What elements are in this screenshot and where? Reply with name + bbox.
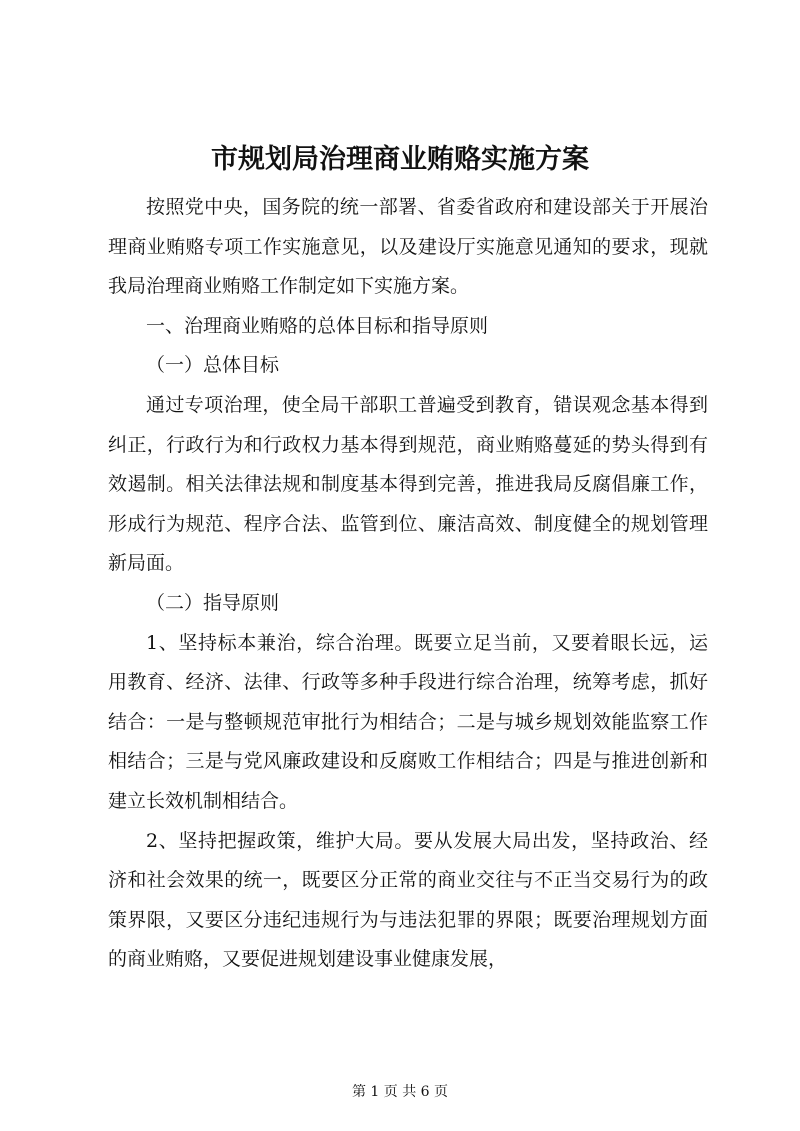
page-footer: 第 1 页 共 6 页 (351, 1084, 449, 1100)
document-title: 市规划局治理商业贿赂实施方案 (211, 144, 589, 175)
paragraph-intro: 按照党中央，国务院的统一部署、省委省政府和建设部关于开展治理商业贿赂专项工作实施意见，以及建设厅实施意见通知的要求，现就我局治理商业贿赂工作制定如下实施方案。 (108, 196, 708, 298)
heading-subsection-2: （二）指导原则 (146, 591, 280, 614)
heading-subsection-1: （一）总体目标 (146, 354, 280, 377)
paragraph-principle-2: 2、坚持把握政策，维护大局。要从发展大局出发，坚持政治、经济和社会效果的统一，既要区分正常的商业交往与不正当交易行为的政策界限，又要区分违纪违规行为与违法犯罪的界限；既要治理规划方面的商业贿赂，又要促进规划建设事业健康发展， (108, 829, 708, 971)
heading-section-1: 一、治理商业贿赂的总体目标和指导原则 (146, 314, 489, 337)
paragraph-principle-1: 1、坚持标本兼治，综合治理。既要立足当前，又要着眼长远，运用教育、经济、法律、行政等多种手段进行综合治理，统筹考虑，抓好结合：一是与整顿规范审批行为相结合；二是与城乡规划效能监察工作相结合；三是与党风廉政建设和反腐败工作相结合；四是与推进创新和建立长效机制相结合。 (108, 631, 708, 812)
paragraph-overall-goal: 通过专项治理，使全局干部职工普遍受到教育，错误观念基本得到纠正，行政行为和行政权力基本得到规范，商业贿赂蔓延的势头得到有效遏制。相关法律法规和制度基本得到完善，推进我局反腐倡廉工作，形成行为规范、程序合法、监管到位、廉洁高效、制度健全的规划管理新局面。 (108, 393, 708, 575)
document-body (108, 188, 708, 980)
